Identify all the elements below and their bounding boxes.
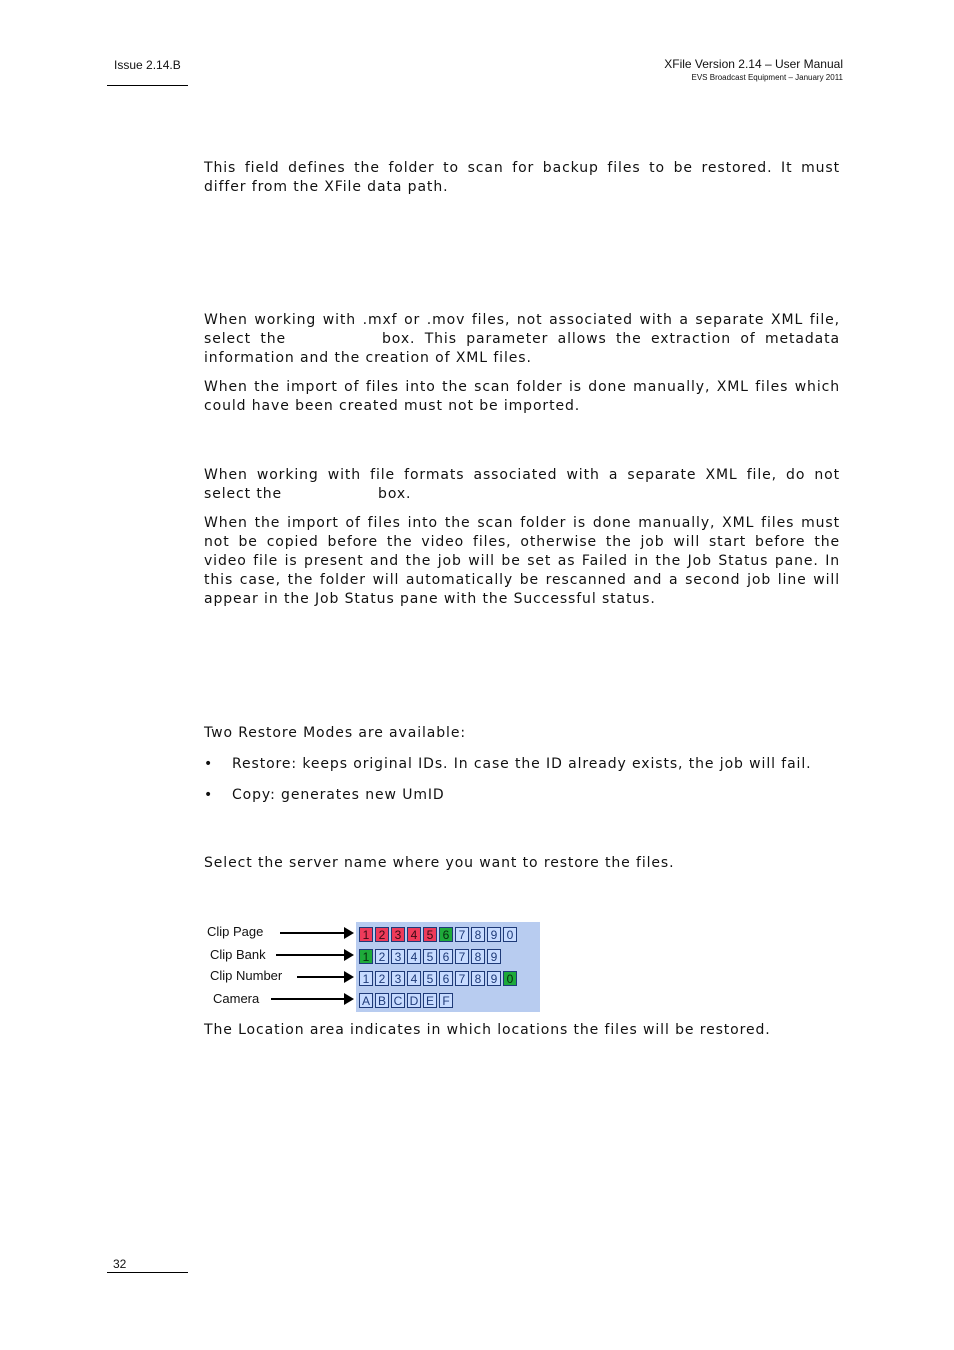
location-cell[interactable]: A: [359, 993, 373, 1008]
arrow-icon: [271, 998, 352, 1000]
location-cell[interactable]: D: [407, 993, 421, 1008]
arrow-icon: [297, 976, 352, 978]
mxf-p1-before: When working with .mxf or .mov files, not associated with a separate XML file, select the: [204, 312, 840, 347]
location-cell[interactable]: F: [439, 993, 453, 1008]
clip-number-row: [359, 971, 517, 986]
location-cell[interactable]: 5: [423, 971, 437, 986]
location-cell[interactable]: 6: [439, 971, 453, 986]
location-cell[interactable]: 3: [391, 949, 405, 964]
arrow-icon: [280, 932, 352, 934]
location-cell[interactable]: 6: [439, 949, 453, 964]
location-cell[interactable]: 7: [455, 949, 469, 964]
clip-number-label: Clip Number: [210, 968, 283, 983]
bullet-text: Restore: keeps original IDs. In case the ID already exists, the job will fail.: [232, 756, 812, 772]
clip-bank-label: Clip Bank: [210, 947, 266, 962]
location-cell[interactable]: 8: [471, 949, 485, 964]
location-cell[interactable]: 8: [471, 927, 485, 942]
location-caption: The Location area indicates in which locations the files will be restored.: [204, 1022, 771, 1038]
location-cell[interactable]: 7: [455, 971, 469, 986]
location-cell[interactable]: 3: [391, 927, 405, 942]
location-cell[interactable]: 4: [407, 927, 421, 942]
location-cell[interactable]: 9: [487, 949, 501, 964]
location-cell[interactable]: 6: [439, 927, 453, 942]
header-rule: [107, 85, 188, 86]
xml-p1-after: box.: [378, 486, 412, 502]
location-cell[interactable]: 1: [359, 949, 373, 964]
manual-subtitle: EVS Broadcast Equipment – January 2011: [691, 73, 843, 82]
bullet-text: Copy: generates new UmID: [232, 787, 445, 803]
xml-p1-before: When working with file formats associated with a separate XML file, do not select the: [204, 467, 840, 502]
location-cell[interactable]: 9: [487, 927, 501, 942]
issue-label: Issue 2.14.B: [114, 58, 181, 72]
footer-rule: [107, 1272, 188, 1273]
clip-bank-row: [359, 949, 501, 964]
manual-title: XFile Version 2.14 – User Manual: [664, 57, 843, 71]
location-cell[interactable]: 1: [359, 927, 373, 942]
location-figure: [207, 921, 542, 1013]
location-cell[interactable]: 5: [423, 949, 437, 964]
location-cell[interactable]: 2: [375, 949, 389, 964]
bullet-icon: •: [204, 787, 214, 803]
location-cell[interactable]: E: [423, 993, 437, 1008]
arrow-icon: [276, 954, 352, 956]
location-cell[interactable]: 5: [423, 927, 437, 942]
page-number: 32: [113, 1257, 127, 1271]
location-cell[interactable]: 3: [391, 971, 405, 986]
location-cell[interactable]: 4: [407, 971, 421, 986]
location-cell[interactable]: 2: [375, 927, 389, 942]
location-cell[interactable]: 2: [375, 971, 389, 986]
location-cell[interactable]: 0: [503, 927, 517, 942]
location-cell[interactable]: C: [391, 993, 405, 1008]
location-cell[interactable]: B: [375, 993, 389, 1008]
scan-folder-paragraph: This field defines the folder to scan for backup files to be restored. It must differ from the XFile data path.: [204, 160, 840, 195]
camera-row: [359, 993, 453, 1008]
location-cell[interactable]: 7: [455, 927, 469, 942]
header-title-block: [664, 57, 843, 82]
location-cell[interactable]: 1: [359, 971, 373, 986]
location-cell[interactable]: 9: [487, 971, 501, 986]
xml-paragraph-1: [204, 466, 840, 504]
server-paragraph: Select the server name where you want to restore the files.: [204, 855, 675, 871]
location-cell[interactable]: 0: [503, 971, 517, 986]
mxf-p1-after: box. This parameter allows the extraction of metadata information and the creation of XML files.: [204, 331, 841, 366]
bullet-icon: •: [204, 756, 214, 772]
mxf-paragraph-1: [204, 311, 840, 368]
xml-paragraph-2: When the import of files into the scan folder is done manually, XML files must not be copied before the video files, otherwise the job will start before the video file is present and the job will be set as Failed in the Job Status pane. In this case, the folder will automatically be rescanned and a second job line will appear in the Job Status pane with the Successful status.: [204, 515, 840, 607]
restore-mode-intro: Two Restore Modes are available:: [204, 725, 466, 741]
clip-page-label: Clip Page: [207, 924, 264, 939]
clip-page-row: [359, 927, 517, 942]
camera-label: Camera: [213, 991, 260, 1006]
mxf-paragraph-2: When the import of files into the scan folder is done manually, XML files which could have been created must not be imported.: [204, 379, 840, 414]
location-cell[interactable]: 4: [407, 949, 421, 964]
location-panel: [356, 922, 540, 1012]
location-cell[interactable]: 8: [471, 971, 485, 986]
